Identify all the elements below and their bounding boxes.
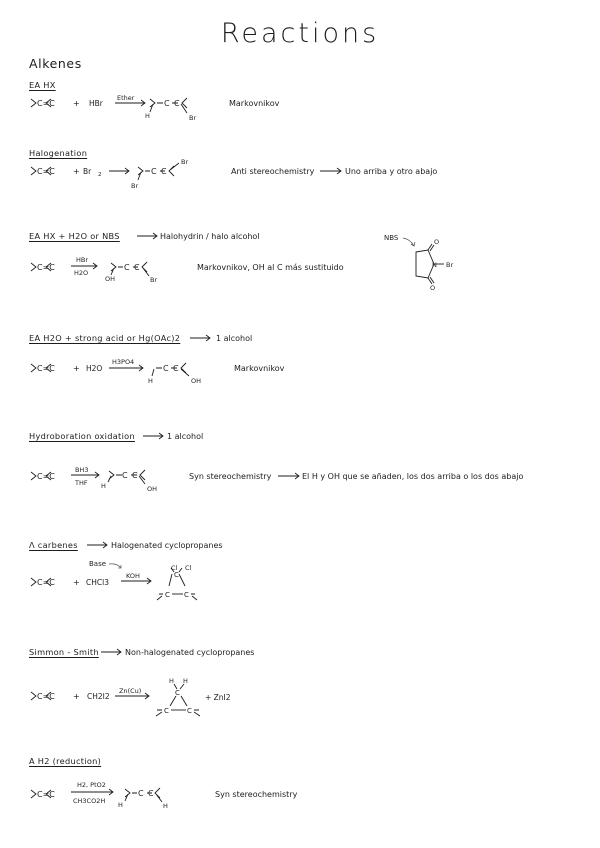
- svg-text:BH3: BH3: [75, 466, 89, 474]
- svg-text:Markovnikov: Markovnikov: [234, 364, 285, 373]
- svg-text:El H y OH que se añaden, los d: El H y OH que se añaden, los dos arriba o los dos abajo: [302, 472, 524, 481]
- svg-text:C=C: C=C: [37, 167, 55, 176]
- svg-text:C=C: C=C: [37, 692, 55, 701]
- reaction-title-reduction: A H2 (reduction): [29, 756, 102, 766]
- reaction-scheme-halohydrin: [29, 252, 359, 288]
- svg-text:C=C: C=C: [37, 578, 55, 587]
- svg-text:NBS: NBS: [384, 234, 399, 242]
- svg-text:Br: Br: [189, 114, 197, 122]
- svg-text:Uno arriba y otro abajo: Uno arriba y otro abajo: [345, 167, 438, 176]
- svg-text:C: C: [164, 99, 170, 108]
- hydroboration-arrow: [141, 430, 231, 442]
- svg-text:Br: Br: [131, 182, 139, 190]
- svg-text:CH2I2: CH2I2: [87, 692, 110, 701]
- reaction-scheme-hydroboration: [29, 460, 569, 496]
- svg-text:C: C: [148, 789, 154, 798]
- reaction-title-halogenation: Halogenation: [29, 148, 88, 158]
- svg-text:H: H: [145, 112, 150, 120]
- svg-text:Br: Br: [181, 158, 189, 166]
- reaction-scheme-hydration: [29, 355, 309, 389]
- svg-text:H: H: [183, 677, 188, 685]
- reaction-scheme-halogenation: [29, 158, 489, 192]
- svg-text:C: C: [132, 471, 138, 480]
- svg-text:HBr: HBr: [89, 99, 103, 108]
- hydration-arrow: [188, 332, 278, 344]
- svg-text:Halohydrin / halo alcohol: Halohydrin / halo alcohol: [160, 232, 260, 241]
- svg-text:Base: Base: [89, 560, 107, 568]
- halohydrin-arrow: [135, 230, 275, 242]
- svg-text:C: C: [122, 471, 128, 480]
- reaction-title-carbenes: Λ carbenes: [29, 540, 78, 550]
- svg-text:Markovnikov, OH al C más susti: Markovnikov, OH al C más sustituido: [197, 263, 344, 272]
- svg-text:C: C: [173, 364, 179, 373]
- svg-text:HBr: HBr: [76, 256, 89, 264]
- svg-text:Br: Br: [83, 167, 92, 176]
- svg-text:Syn stereochemistry: Syn stereochemistry: [215, 790, 298, 799]
- svg-text:C: C: [187, 707, 192, 715]
- svg-text:C=C: C=C: [37, 263, 55, 272]
- svg-text:2: 2: [98, 172, 102, 178]
- svg-text:C=C: C=C: [37, 472, 55, 481]
- reaction-title-simmons-smith: Simmon - Smith: [29, 647, 99, 657]
- page-title: Reactions: [220, 18, 380, 49]
- svg-text:Cl: Cl: [185, 564, 192, 572]
- reaction-title-ea-hx: EA HX: [29, 80, 56, 90]
- section-heading: Alkenes: [29, 56, 82, 71]
- svg-text:OH: OH: [191, 377, 202, 385]
- svg-text:KOH: KOH: [126, 572, 140, 580]
- svg-text:C=C: C=C: [37, 99, 55, 108]
- svg-text:C: C: [151, 167, 157, 176]
- svg-text:Non-halogenated cyclopropanes: Non-halogenated cyclopropanes: [125, 648, 255, 657]
- reaction-title-hydroboration: Hydroboration oxidation: [29, 431, 135, 441]
- svg-text:H: H: [148, 377, 153, 385]
- svg-text:H: H: [163, 802, 168, 810]
- svg-text:C: C: [138, 789, 144, 798]
- svg-text:C: C: [134, 263, 140, 272]
- svg-text:H2O: H2O: [86, 364, 103, 373]
- reaction-scheme-simmons-smith: [29, 674, 269, 724]
- svg-text:Anti stereochemistry: Anti stereochemistry: [231, 167, 315, 176]
- carbenes-arrow: [85, 539, 285, 551]
- svg-text:+ ZnI2: + ZnI2: [205, 693, 231, 702]
- svg-text:CHCl3: CHCl3: [86, 578, 109, 587]
- svg-text:1 alcohol: 1 alcohol: [216, 334, 253, 343]
- reaction-scheme-reduction: [29, 776, 329, 814]
- svg-text:1 alcohol: 1 alcohol: [167, 432, 204, 441]
- svg-text:C: C: [124, 263, 130, 272]
- nbs-structure: [384, 228, 474, 292]
- svg-text:N: N: [432, 261, 437, 269]
- svg-text:Halogenated cyclopropanes: Halogenated cyclopropanes: [111, 541, 223, 550]
- reaction-title-halohydrin: EA HX + H2O or NBS: [29, 231, 120, 241]
- svg-text:Br: Br: [150, 276, 158, 284]
- svg-text:C=C: C=C: [37, 790, 55, 799]
- svg-text:+: +: [73, 167, 80, 176]
- svg-text:C=C: C=C: [37, 364, 55, 373]
- svg-text:H: H: [118, 801, 123, 809]
- svg-text:C: C: [175, 689, 180, 697]
- svg-text:CH3CO2H: CH3CO2H: [73, 797, 106, 805]
- svg-text:C: C: [164, 707, 169, 715]
- svg-text:O: O: [434, 238, 440, 246]
- svg-text:C: C: [165, 591, 170, 599]
- svg-text:OH: OH: [105, 275, 116, 283]
- svg-text:+: +: [73, 364, 80, 373]
- reaction-title-hydration: EA H2O + strong acid or Hg(OAc)2: [29, 333, 181, 343]
- svg-text:+: +: [73, 692, 80, 701]
- simmons-smith-arrow: [99, 646, 309, 658]
- svg-text:H3PO4: H3PO4: [112, 358, 135, 366]
- svg-text:H2, PtO2: H2, PtO2: [77, 781, 106, 789]
- svg-text:H: H: [101, 482, 106, 490]
- svg-text:Ether: Ether: [117, 94, 135, 102]
- svg-text:Markovnikov: Markovnikov: [229, 99, 280, 108]
- svg-text:Zn(Cu): Zn(Cu): [119, 687, 142, 695]
- svg-text:OH: OH: [147, 485, 158, 493]
- svg-text:C: C: [184, 591, 189, 599]
- svg-text:C: C: [163, 364, 169, 373]
- reaction-scheme-carbenes: [29, 556, 229, 606]
- svg-text:C: C: [174, 571, 179, 579]
- svg-text:C: C: [174, 99, 180, 108]
- reaction-scheme-ea-hx: [29, 90, 329, 124]
- svg-text:+: +: [73, 578, 80, 587]
- svg-text:Syn stereochemistry: Syn stereochemistry: [189, 472, 272, 481]
- svg-text:H2O: H2O: [74, 269, 89, 277]
- svg-text:C: C: [161, 167, 167, 176]
- svg-text:H: H: [169, 677, 174, 685]
- svg-text:O: O: [430, 284, 436, 292]
- svg-text:+: +: [73, 99, 80, 108]
- svg-text:Br: Br: [446, 261, 454, 269]
- svg-text:THF: THF: [75, 479, 88, 487]
- svg-text:Cl: Cl: [171, 564, 178, 572]
